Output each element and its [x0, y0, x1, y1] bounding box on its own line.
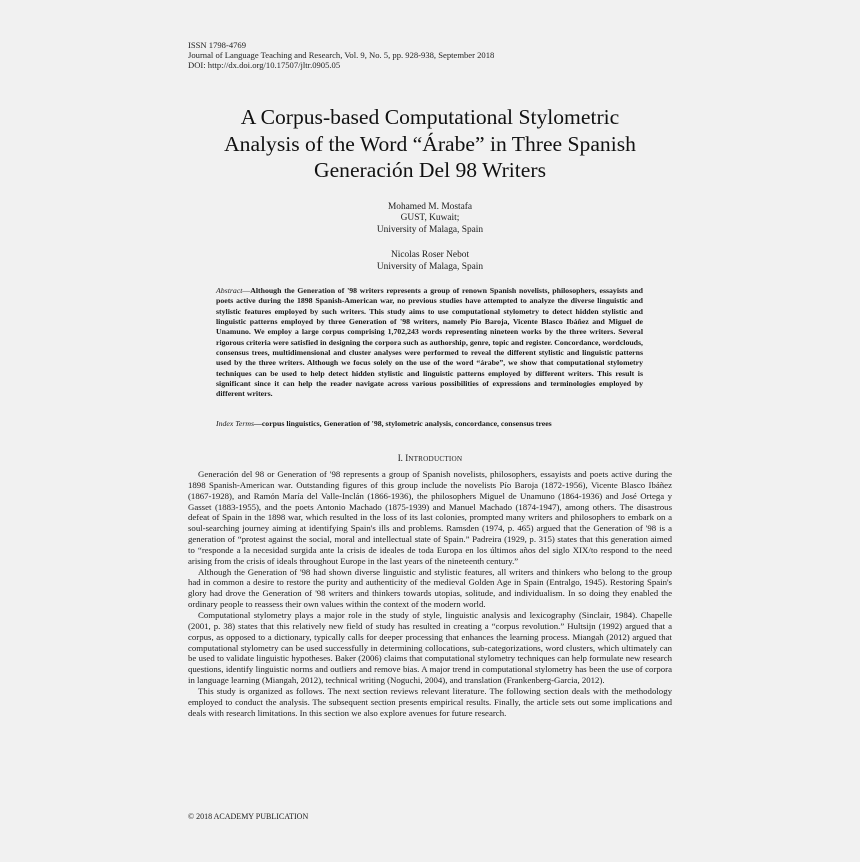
- author-spacer: [280, 236, 580, 250]
- copyright-footer: © 2018 ACADEMY PUBLICATION: [188, 812, 309, 821]
- author-affiliation: GUST, Kuwait;: [400, 213, 460, 224]
- title-line-3: Generación Del 98 Writers: [314, 158, 546, 182]
- journal-header: [188, 40, 494, 71]
- index-terms-label: Index Terms: [216, 419, 255, 428]
- paragraph: Generación del 98 or Generation of '98 represents a group of Spanish novelists, philosophers, essayists and poets active during the 1898 Spanish-American war. Outstanding figures of this group include the novelists Pío Baroja (1872-1956), Vicente Blasco Ibáñez (1867-1928), and Ramón María del Valle-Inclán (1866-1936), the philosophers Miguel de Unamuno (1864-1936) and José Ortega y Gasset (1883-1955), and the poets Antonio Machado (1875-1939) and Manuel Machado (1874-1947), among others. The disastrous defeat of Spain in the 1898 war, which resulted in the loss of its last colonies, prompted many writers and philosophers to embark on a soul-searching journey aiming at identifying Spain's ills and problems. Ramsden (1974, p. 465) argued that the Generation of '98 is a generation of “protest against the social, moral and intellectual state of Spain.” Padreira (1929, p. 315) states that this generation aimed to “responde a la necesidad surgida ante la crisis de ideales de toda Europa en los últimos años del siglo XIX/to respond to the need arising from the crisis of ideals throughout Europe in the last years of the nineteenth century.”: [188, 469, 672, 566]
- title-line-2: Analysis of the Word “Árabe” in Three Spanish: [224, 131, 636, 156]
- abstract-text: Although the Generation of '98 writers represents a group of renown Spanish novelists, philosophers, essayists and poets active during the 1898 Spanish-American war, no previous studies have attempted to analyze the diverse linguistic and stylistic features employed by such writers. This study aims to use computational stylometry to detect hidden stylistic and linguistic patterns employed by three Generation of '98 writers, namely Pío Baroja, Vicente Blasco Ibáñez and Miguel de Unamuno. We employ a large corpus comprising 1,702,243 words representing nineteen works by the three writers. Several rigorous criteria were satisfied in designing the corpora such as authorship, genre, topic and register. Concordance, wordclouds, consensus trees, multidimensional and cluster analyses were performed to reveal the different stylistic and linguistic patterns used by the three writers. Although we focus solely on the use of the word “árabe”, we show that computational stylometry techniques can be used to help detect hidden stylistic and linguistic patterns employed by different writers. This result is significant since it can help the reader navigate across various possibilities of expressions and terminologies employed by different writers.: [216, 286, 643, 399]
- journal-citation: Journal of Language Teaching and Research, Vol. 9, No. 5, pp. 928-938, September 2018: [188, 50, 495, 61]
- index-terms-dash: —: [254, 419, 262, 428]
- issn: ISSN 1798-4769: [188, 40, 247, 50]
- section-heading: [188, 453, 672, 465]
- index-terms-text: corpus linguistics, Generation of '98, stylometric analysis, concordance, consensus trees: [261, 419, 552, 428]
- doi: DOI: http://dx.doi.org/10.17507/jltr.0905.05: [188, 60, 341, 71]
- author-affiliation: University of Malaga, Spain: [376, 261, 484, 272]
- paragraph: Computational stylometry plays a major role in the study of style, linguistic analysis and lexicography (Sinclair, 1984). Chapelle (2001, p. 38) states that this relatively new field of study has resulted in creating a “corpus revolution.” Hultsijn (1992) argued that a corpus, as opposed to a dictionary, typically calls for deeper processing that enhances the learning process. Miangah (2012) argued that computational stylometry can be used successfully in determining collocations, sub-categorizations, word clusters, which ultimately can be used to validate linguistic hypotheses. Baker (2006) claims that computational stylometry techniques can help formulate new research questions, identify linguistic norms and outliers and remove bias. A major trend in computational stylometry has been the use of corpora in language learning (Miangah, 2012), technical writing (Noguchi, 2004), and translation (Frankenberg-Garcia, 2012).: [188, 609, 672, 686]
- section-title-rest: NTRODUCTION: [408, 455, 463, 463]
- author-name: Nicolas Roser Nebot: [390, 250, 470, 261]
- abstract: [216, 286, 643, 400]
- abstract-dash: —: [242, 286, 251, 295]
- paragraph: Although the Generation of '98 had shown diverse linguistic and stylistic features, all writers and thinkers who belong to the group had in common a desire to restore the purity and authenticity of the medieval Golden Age in Spain (Entralgo, 1945). Restoring Spain's glory had drove the Generation of '98 writers and thinkers towards utopias, solitude, and individualism. In so doing they enabled the ordinary people to reassess their own values within the context of the modern world.: [188, 566, 672, 610]
- author-name: Mohamed M. Mostafa: [387, 202, 473, 212]
- section-number: I.: [397, 453, 406, 463]
- author-affiliation: University of Malaga, Spain: [376, 224, 484, 235]
- section-initial: I: [405, 453, 409, 463]
- title-line-1: A Corpus-based Computational Stylometric: [240, 105, 620, 129]
- body-text: [188, 469, 672, 718]
- abstract-label: Abstract: [216, 286, 243, 295]
- paper-title: [150, 104, 710, 184]
- index-terms: [216, 419, 643, 429]
- paragraph: This study is organized as follows. The next section reviews relevant literature. The following section deals with the methodology employed to conduct the analysis. The subsequent section presents empirical results. Finally, the article sets out some implications and deals with research limitations. In this section we also explore avenues for future research.: [188, 685, 672, 718]
- author-block: [280, 202, 580, 273]
